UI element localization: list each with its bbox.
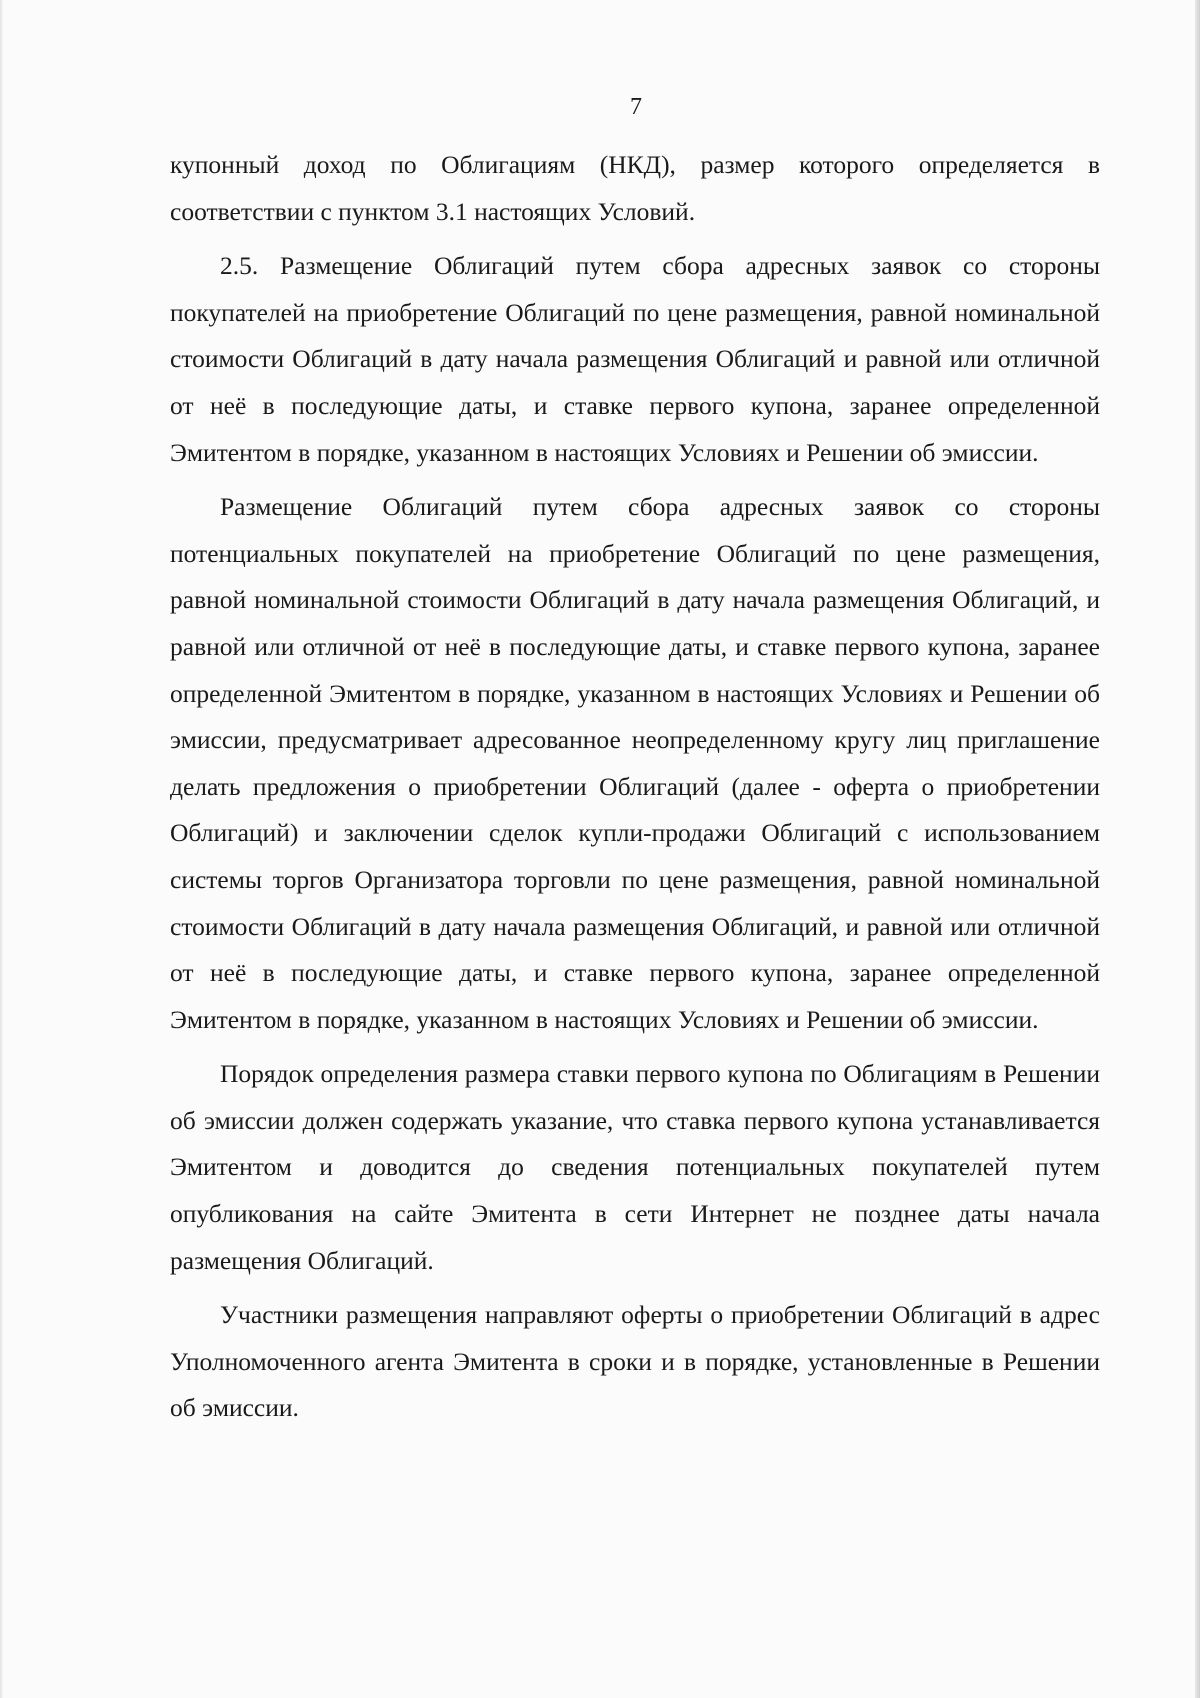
page-number: 7 <box>630 94 642 120</box>
scan-edge-right <box>1195 0 1200 1698</box>
document-body <box>170 142 1100 1432</box>
paragraph-participants: Участники размещения направляют оферты о приобретении Облигаций в адрес Уполномоченного агента Эмитента в сроки и в порядке, установленные в Решении об эмиссии. <box>170 1300 1100 1423</box>
paragraph-coupon-rate: Порядок определения размера ставки первого купона по Облигациям в Решении об эмиссии должен содержать указание, что ставка первого купона устанавливается Эмитентом и доводится до сведения потенциальных покупателей путем опубликования на сайте Эмитента в сети Интернет не позднее даты начала размещения Облигаций. <box>170 1059 1100 1275</box>
paragraph-section-2-5: 2.5. Размещение Облигаций путем сбора адресных заявок со стороны покупателей на приобретение Облигаций по цене размещения, равной номинальной стоимости Облигаций в дату начала размещения Облигаций и равной или отличной от неё в последующие даты, и ставке первого купона, заранее определенной Эмитентом в порядке, указанном в настоящих Условиях и Решении об эмиссии. <box>170 251 1100 467</box>
paragraph-continuation: купонный доход по Облигациям (НКД), размер которого определяется в соответствии с пунктом 3.1 настоящих Условий. <box>170 150 1100 226</box>
scan-edge-left <box>0 0 3 1698</box>
paragraph-placement-offer: Размещение Облигаций путем сбора адресных заявок со стороны потенциальных покупателей на приобретение Облигаций по цене размещения, равной номинальной стоимости Облигаций в дату начала размещения Облигаций, и равной или отличной от неё в последующие даты, и ставке первого купона, заранее определенной Эмитентом в порядке, указанном в настоящих Условиях и Решении об эмиссии, предусматривает адресованное неопределенному кругу лиц приглашение делать предложения о приобретении Облигаций (далее - оферта о приобретении Облигаций) и заключении сделок купли-продажи Облигаций с использованием системы торгов Организатора торговли по цене размещения, равной номинальной стоимости Облигаций в дату начала размещения Облигаций, и равной или отличной от неё в последующие даты, и ставке первого купона, заранее определенной Эмитентом в порядке, указанном в настоящих Условиях и Решении об эмиссии. <box>170 492 1100 1034</box>
